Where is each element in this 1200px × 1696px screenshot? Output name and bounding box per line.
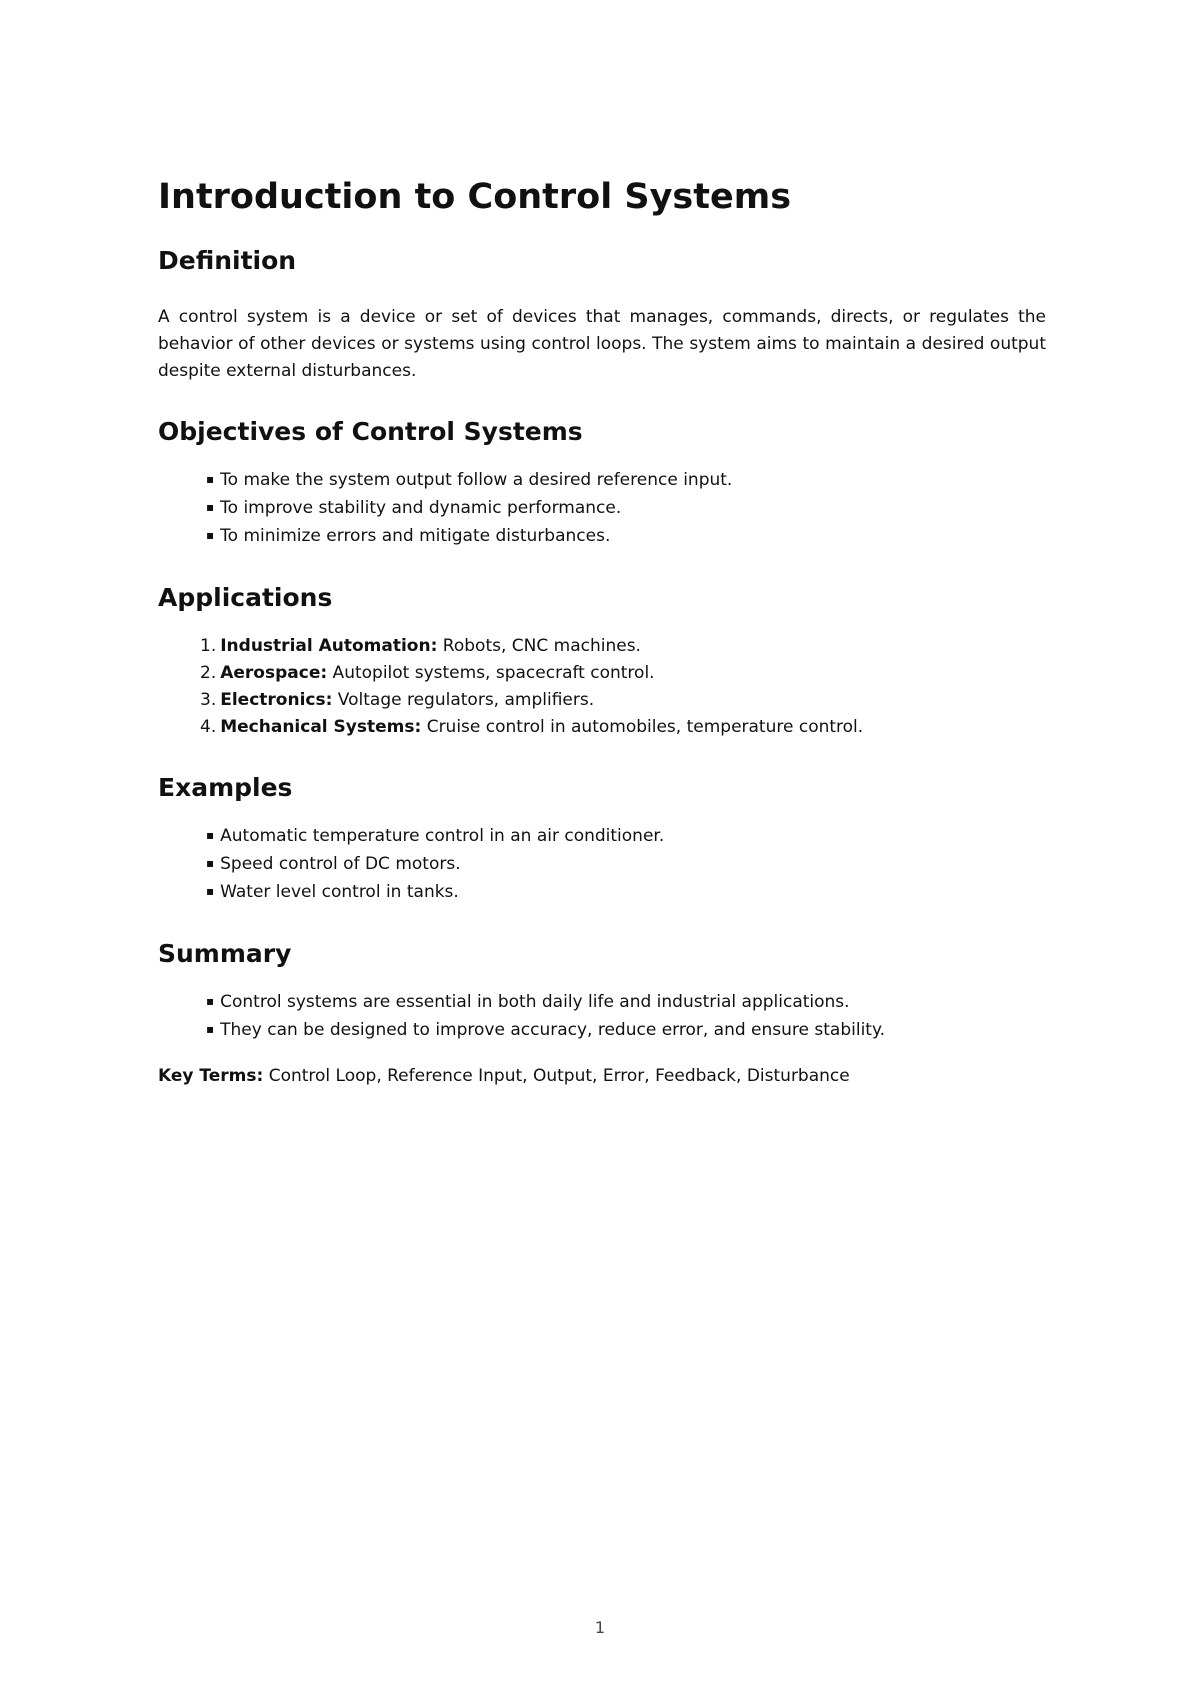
list-item: ▪ They can be designed to improve accuracy, reduce error, and ensure stability. <box>206 1017 1046 1045</box>
key-terms-label: Key Terms: <box>158 1066 264 1086</box>
objectives-heading: Objectives of Control Systems <box>158 417 583 446</box>
list-item <box>200 660 1046 687</box>
list-item: ▪ Control systems are essential in both daily life and industrial applications. <box>206 989 1046 1017</box>
item-number: 1. <box>200 636 217 656</box>
list-item: ▪ Water level control in tanks. <box>206 879 1046 907</box>
list-item <box>200 714 1046 741</box>
applications-heading: Applications <box>158 583 333 612</box>
summary-list <box>158 989 1046 1045</box>
key-terms-text: Control Loop, Reference Input, Output, Error, Feedback, Disturbance <box>263 1066 850 1086</box>
item-description: Robots, CNC machines. <box>437 636 641 656</box>
list-item: ▪ Speed control of DC motors. <box>206 851 1046 879</box>
list-item: ▪ To minimize errors and mitigate disturbances. <box>206 523 1046 551</box>
summary-heading: Summary <box>158 939 292 968</box>
document-page <box>158 170 1046 1090</box>
list-item <box>200 687 1046 714</box>
item-description: Autopilot systems, spacecraft control. <box>327 663 655 683</box>
item-term: Electronics: <box>220 690 333 710</box>
document-title: Introduction to Control Systems <box>158 177 792 217</box>
item-term: Aerospace: <box>220 663 328 683</box>
item-term: Mechanical Systems: <box>220 717 422 737</box>
item-description: Cruise control in automobiles, temperature control. <box>421 717 864 737</box>
applications-list <box>158 633 1046 741</box>
key-terms <box>158 1063 1046 1090</box>
list-item: ▪ To make the system output follow a desired reference input. <box>206 467 1046 495</box>
list-item: ▪ To improve stability and dynamic performance. <box>206 495 1046 523</box>
objectives-list <box>158 467 1046 551</box>
list-item: ▪ Automatic temperature control in an air conditioner. <box>206 823 1046 851</box>
item-number: 2. <box>200 663 217 683</box>
definition-paragraph: A control system is a device or set of devices that manages, commands, directs, or regulates the behavior of other devices or systems using control loops. The system aims to maintain a desired output despite external disturbances. <box>158 307 1046 381</box>
item-number: 3. <box>200 690 217 710</box>
item-number: 4. <box>200 717 217 737</box>
page-number: 1 <box>594 1618 606 1637</box>
item-term: Industrial Automation: <box>220 636 438 656</box>
definition-heading: Definition <box>158 246 297 275</box>
examples-heading: Examples <box>158 773 293 802</box>
item-description: Voltage regulators, amplifiers. <box>332 690 595 710</box>
list-item <box>200 633 1046 660</box>
examples-list <box>158 823 1046 907</box>
